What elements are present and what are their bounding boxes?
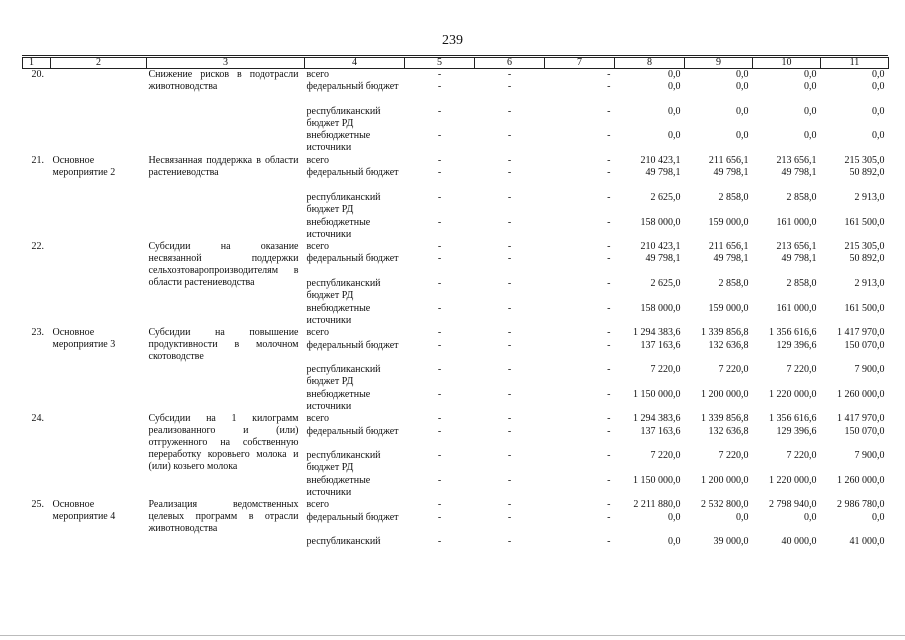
value-col-7-cell [545, 413, 615, 499]
column-header: 11 [821, 58, 889, 69]
value-col-5: - [437, 191, 442, 203]
value-col-7-cell [545, 499, 615, 548]
value-col-6: - [507, 425, 512, 437]
value-col-10-cell [753, 327, 821, 413]
column-header: 5 [405, 58, 475, 69]
measure-name: Основное мероприятие 3 [52, 327, 116, 351]
value-col-7: - [607, 302, 611, 314]
value-col-5: - [437, 364, 442, 376]
value-col-7: - [607, 241, 611, 253]
value-col-10: 49 798,1 [781, 167, 817, 179]
row-number: 24. [31, 413, 44, 425]
value-col-10: 1 220 000,0 [769, 474, 817, 486]
value-col-5-cell [405, 69, 475, 156]
value-col-10-cell [753, 241, 821, 327]
funding-source: федеральный бюджет [306, 511, 399, 523]
value-col-11: 161 500,0 [844, 302, 885, 314]
value-col-11: 0,0 [872, 130, 885, 142]
value-col-10: 129 396,6 [776, 425, 817, 437]
value-col-8: 2 211 880,0 [633, 499, 681, 511]
value-col-11: 50 892,0 [849, 253, 885, 265]
value-col-9: 132 636,8 [708, 339, 749, 351]
value-col-8: 0,0 [668, 81, 681, 93]
value-col-6-cell [475, 69, 545, 156]
value-col-8: 158 000,0 [640, 216, 681, 228]
row-number: 22. [31, 241, 44, 253]
value-col-10: 213 656,1 [776, 241, 817, 253]
funding-source: внебюджетные источники [306, 130, 371, 154]
value-col-10: 213 656,1 [776, 155, 817, 167]
row-number: 23. [31, 327, 44, 339]
value-col-8-cell [615, 155, 685, 241]
value-col-10: 161 000,0 [776, 216, 817, 228]
value-col-9: 0,0 [736, 130, 749, 142]
funding-source: внебюджетные источники [306, 216, 371, 240]
value-col-8: 137 163,6 [640, 425, 681, 437]
funding-source: федеральный бюджет [306, 339, 399, 351]
value-col-11: 0,0 [872, 81, 885, 93]
value-col-9-cell [685, 327, 753, 413]
value-col-10: 40 000,0 [781, 536, 817, 548]
column-header: 3 [147, 58, 305, 69]
funding-source: всего [306, 241, 330, 253]
value-col-10: 0,0 [804, 105, 817, 117]
row-description: Снижение рисков в подотрасли животноводства [148, 69, 299, 92]
value-col-6: - [507, 278, 512, 290]
value-col-10: 2 798 940,0 [769, 499, 817, 511]
value-col-10-cell [753, 499, 821, 548]
value-col-7: - [607, 216, 611, 228]
value-col-7: - [607, 155, 611, 167]
value-col-9: 7 220,0 [718, 450, 749, 462]
value-col-7: - [607, 253, 611, 265]
row-description: Субсидии на оказание несвязанной поддержки сельхозтоваропроизводителям в области растениеводства [148, 241, 299, 289]
value-col-11: 7 900,0 [854, 364, 885, 376]
value-col-6: - [507, 191, 512, 203]
value-col-11: 2 986 780,0 [837, 499, 885, 511]
value-col-10: 49 798,1 [781, 253, 817, 265]
value-col-9: 1 339 856,8 [701, 327, 749, 339]
top-rule [22, 55, 888, 56]
value-col-8: 2 625,0 [650, 191, 681, 203]
value-col-9: 39 000,0 [713, 536, 749, 548]
value-col-5-cell [405, 499, 475, 548]
value-col-9: 7 220,0 [718, 364, 749, 376]
value-col-5: - [437, 339, 442, 351]
value-col-6: - [507, 130, 512, 142]
row-description: Субсидии на повышение продуктивности в молочном скотоводстве [148, 327, 299, 363]
value-col-6: - [507, 339, 512, 351]
value-col-9-cell [685, 413, 753, 499]
value-col-6: - [507, 81, 512, 93]
value-col-6: - [507, 302, 512, 314]
value-col-11: 150 070,0 [844, 425, 885, 437]
value-col-9-cell [685, 499, 753, 548]
value-col-11: 0,0 [872, 105, 885, 117]
measure-name: Основное мероприятие 4 [52, 499, 116, 523]
column-header: 2 [51, 58, 147, 69]
value-col-10: 0,0 [804, 130, 817, 142]
value-col-10: 1 356 616,6 [769, 413, 817, 425]
value-col-6-cell [475, 499, 545, 548]
value-col-10: 2 858,0 [786, 278, 817, 290]
value-col-10: 129 396,6 [776, 339, 817, 351]
value-col-8-cell [615, 241, 685, 327]
row-description: Несвязанная поддержка в области растениеводства [148, 155, 299, 179]
funding-source: всего [306, 327, 330, 339]
column-header: 4 [305, 58, 405, 69]
value-col-11-cell [821, 241, 889, 327]
value-col-7: - [607, 388, 611, 400]
funding-source: республиканский бюджет РД [306, 105, 381, 129]
funding-source-cell [305, 69, 405, 156]
funding-source-cell [305, 327, 405, 413]
value-col-11: 0,0 [872, 511, 885, 523]
table-row [23, 155, 889, 241]
value-col-9: 1 339 856,8 [701, 413, 749, 425]
value-col-7-cell [545, 241, 615, 327]
value-col-6: - [507, 167, 512, 179]
value-col-5-cell [405, 241, 475, 327]
value-col-5: - [437, 511, 442, 523]
value-col-10: 1 220 000,0 [769, 388, 817, 400]
value-col-7: - [607, 69, 611, 80]
value-col-11: 161 500,0 [844, 216, 885, 228]
value-col-8: 49 798,1 [645, 253, 681, 265]
value-col-10: 0,0 [804, 81, 817, 93]
value-col-5: - [437, 413, 442, 425]
value-col-9: 211 656,1 [708, 241, 749, 253]
value-col-10: 2 858,0 [786, 191, 817, 203]
funding-source: республиканский бюджет РД [306, 450, 381, 474]
value-col-6: - [507, 450, 512, 462]
value-col-8-cell [615, 413, 685, 499]
value-col-10: 1 356 616,6 [769, 327, 817, 339]
row-number: 25. [31, 499, 44, 511]
funding-source: внебюджетные источники [306, 474, 371, 498]
funding-source: федеральный бюджет [306, 167, 399, 179]
value-col-8-cell [615, 499, 685, 548]
value-col-8: 0,0 [668, 130, 681, 142]
value-col-5: - [437, 69, 442, 80]
value-col-6-cell [475, 327, 545, 413]
value-col-9: 159 000,0 [708, 302, 749, 314]
value-col-8: 0,0 [668, 69, 681, 80]
value-col-7-cell [545, 155, 615, 241]
funding-source: внебюджетные источники [306, 302, 371, 326]
table-row [23, 499, 889, 548]
value-col-5: - [437, 450, 442, 462]
funding-source: всего [306, 499, 330, 511]
measure-name [51, 241, 147, 327]
value-col-6: - [507, 364, 512, 376]
funding-source: всего [306, 155, 330, 167]
bottom-rule [0, 635, 905, 636]
table-row [23, 69, 889, 156]
row-number: 20. [31, 69, 44, 80]
column-header: 9 [685, 58, 753, 69]
budget-table [22, 57, 889, 549]
value-col-5: - [437, 499, 442, 511]
value-col-9-cell [685, 241, 753, 327]
value-col-5: - [437, 167, 442, 179]
value-col-5: - [437, 253, 442, 265]
value-col-9: 211 656,1 [708, 155, 749, 167]
funding-source: республиканский бюджет РД [306, 278, 381, 302]
value-col-7: - [607, 425, 611, 437]
column-header: 6 [475, 58, 545, 69]
value-col-9: 0,0 [736, 511, 749, 523]
value-col-11-cell [821, 155, 889, 241]
value-col-11-cell [821, 327, 889, 413]
value-col-9: 49 798,1 [713, 253, 749, 265]
value-col-5: - [437, 474, 442, 486]
value-col-6: - [507, 511, 512, 523]
value-col-8: 137 163,6 [640, 339, 681, 351]
value-col-8: 49 798,1 [645, 167, 681, 179]
measure-name [51, 69, 147, 156]
funding-source: республиканский [306, 536, 381, 548]
funding-source-cell [305, 499, 405, 548]
value-col-7: - [607, 278, 611, 290]
value-col-8: 2 625,0 [650, 278, 681, 290]
value-col-10: 161 000,0 [776, 302, 817, 314]
value-col-6: - [507, 216, 512, 228]
value-col-10-cell [753, 69, 821, 156]
value-col-8: 210 423,1 [640, 155, 681, 167]
value-col-5: - [437, 425, 442, 437]
value-col-9: 2 858,0 [718, 191, 749, 203]
value-col-8: 158 000,0 [640, 302, 681, 314]
value-col-11: 1 417 970,0 [837, 327, 885, 339]
column-header: 8 [615, 58, 685, 69]
value-col-9: 49 798,1 [713, 167, 749, 179]
value-col-6: - [507, 536, 512, 548]
table-row [23, 241, 889, 327]
value-col-10: 0,0 [804, 511, 817, 523]
column-header: 1 [23, 58, 51, 69]
value-col-7: - [607, 364, 611, 376]
value-col-5: - [437, 216, 442, 228]
value-col-8: 210 423,1 [640, 241, 681, 253]
table-row [23, 327, 889, 413]
column-header: 7 [545, 58, 615, 69]
value-col-6-cell [475, 413, 545, 499]
value-col-6: - [507, 474, 512, 486]
measure-name: Основное мероприятие 2 [52, 155, 116, 179]
value-col-8: 1 294 383,6 [633, 327, 681, 339]
value-col-9-cell [685, 69, 753, 156]
value-col-6: - [507, 69, 512, 80]
value-col-7: - [607, 81, 611, 93]
value-col-11: 1 417 970,0 [837, 413, 885, 425]
value-col-6: - [507, 105, 512, 117]
value-col-11: 1 260 000,0 [837, 474, 885, 486]
funding-source-cell [305, 413, 405, 499]
value-col-8: 1 294 383,6 [633, 413, 681, 425]
value-col-7: - [607, 191, 611, 203]
value-col-6: - [507, 253, 512, 265]
value-col-11-cell [821, 69, 889, 156]
value-col-5: - [437, 327, 442, 339]
value-col-6: - [507, 413, 512, 425]
value-col-8: 7 220,0 [650, 364, 681, 376]
value-col-7: - [607, 511, 611, 523]
funding-source-cell [305, 241, 405, 327]
column-header-row [23, 58, 889, 69]
value-col-8: 7 220,0 [650, 450, 681, 462]
value-col-10: 0,0 [804, 69, 817, 80]
value-col-8: 0,0 [668, 511, 681, 523]
row-description: Реализация ведомственных целевых программ в отрасли животноводства [148, 499, 299, 535]
value-col-11: 50 892,0 [849, 167, 885, 179]
value-col-8: 0,0 [668, 536, 681, 548]
value-col-11-cell [821, 499, 889, 548]
funding-source: федеральный бюджет [306, 81, 399, 93]
table-body [23, 69, 889, 549]
value-col-9: 0,0 [736, 105, 749, 117]
value-col-6: - [507, 499, 512, 511]
value-col-10: 7 220,0 [786, 450, 817, 462]
value-col-7: - [607, 474, 611, 486]
value-col-5: - [437, 105, 442, 117]
value-col-8-cell [615, 69, 685, 156]
value-col-6: - [507, 388, 512, 400]
value-col-5: - [437, 241, 442, 253]
value-col-5-cell [405, 327, 475, 413]
value-col-7: - [607, 167, 611, 179]
value-col-5-cell [405, 413, 475, 499]
value-col-5: - [437, 81, 442, 93]
value-col-11: 215 305,0 [844, 155, 885, 167]
value-col-6: - [507, 327, 512, 339]
value-col-7: - [607, 499, 611, 511]
value-col-7: - [607, 413, 611, 425]
value-col-7: - [607, 327, 611, 339]
value-col-11-cell [821, 413, 889, 499]
value-col-9: 0,0 [736, 81, 749, 93]
value-col-11: 0,0 [872, 69, 885, 80]
value-col-7: - [607, 536, 611, 548]
value-col-5: - [437, 130, 442, 142]
value-col-9: 1 200 000,0 [701, 388, 749, 400]
value-col-5: - [437, 536, 442, 548]
value-col-8: 0,0 [668, 105, 681, 117]
value-col-7: - [607, 450, 611, 462]
funding-source: всего [306, 413, 330, 425]
column-header: 10 [753, 58, 821, 69]
funding-source: внебюджетные источники [306, 388, 371, 412]
value-col-7: - [607, 105, 611, 117]
value-col-5: - [437, 302, 442, 314]
funding-source: всего [306, 69, 330, 80]
value-col-11: 1 260 000,0 [837, 388, 885, 400]
row-description: Субсидии на 1 килограмм реализованного и (или) отгруженного на собственную переработку коровьего молока и (или) козьего молока [148, 413, 299, 473]
value-col-7-cell [545, 327, 615, 413]
value-col-10: 7 220,0 [786, 364, 817, 376]
value-col-7: - [607, 339, 611, 351]
funding-source: федеральный бюджет [306, 253, 399, 265]
funding-source-cell [305, 155, 405, 241]
table-row [23, 413, 889, 499]
value-col-11: 2 913,0 [854, 191, 885, 203]
value-col-6: - [507, 241, 512, 253]
row-number: 21. [31, 155, 44, 167]
value-col-6-cell [475, 155, 545, 241]
value-col-5: - [437, 278, 442, 290]
funding-source: республиканский бюджет РД [306, 364, 381, 388]
measure-name [51, 413, 147, 499]
value-col-11: 7 900,0 [854, 450, 885, 462]
value-col-10-cell [753, 413, 821, 499]
value-col-9: 2 858,0 [718, 278, 749, 290]
value-col-8: 1 150 000,0 [633, 388, 681, 400]
value-col-11: 2 913,0 [854, 278, 885, 290]
value-col-9: 1 200 000,0 [701, 474, 749, 486]
value-col-6-cell [475, 241, 545, 327]
value-col-9: 2 532 800,0 [701, 499, 749, 511]
funding-source: республиканский бюджет РД [306, 191, 381, 215]
value-col-8: 1 150 000,0 [633, 474, 681, 486]
value-col-9: 159 000,0 [708, 216, 749, 228]
value-col-8-cell [615, 327, 685, 413]
value-col-11: 41 000,0 [849, 536, 885, 548]
value-col-11: 150 070,0 [844, 339, 885, 351]
value-col-6: - [507, 155, 512, 167]
value-col-9: 0,0 [736, 69, 749, 80]
value-col-10-cell [753, 155, 821, 241]
value-col-7-cell [545, 69, 615, 156]
value-col-7: - [607, 130, 611, 142]
value-col-5: - [437, 388, 442, 400]
value-col-5: - [437, 155, 442, 167]
value-col-9: 132 636,8 [708, 425, 749, 437]
page-number: 239 [442, 33, 463, 48]
value-col-11: 215 305,0 [844, 241, 885, 253]
value-col-5-cell [405, 155, 475, 241]
value-col-9-cell [685, 155, 753, 241]
funding-source: федеральный бюджет [306, 425, 399, 437]
